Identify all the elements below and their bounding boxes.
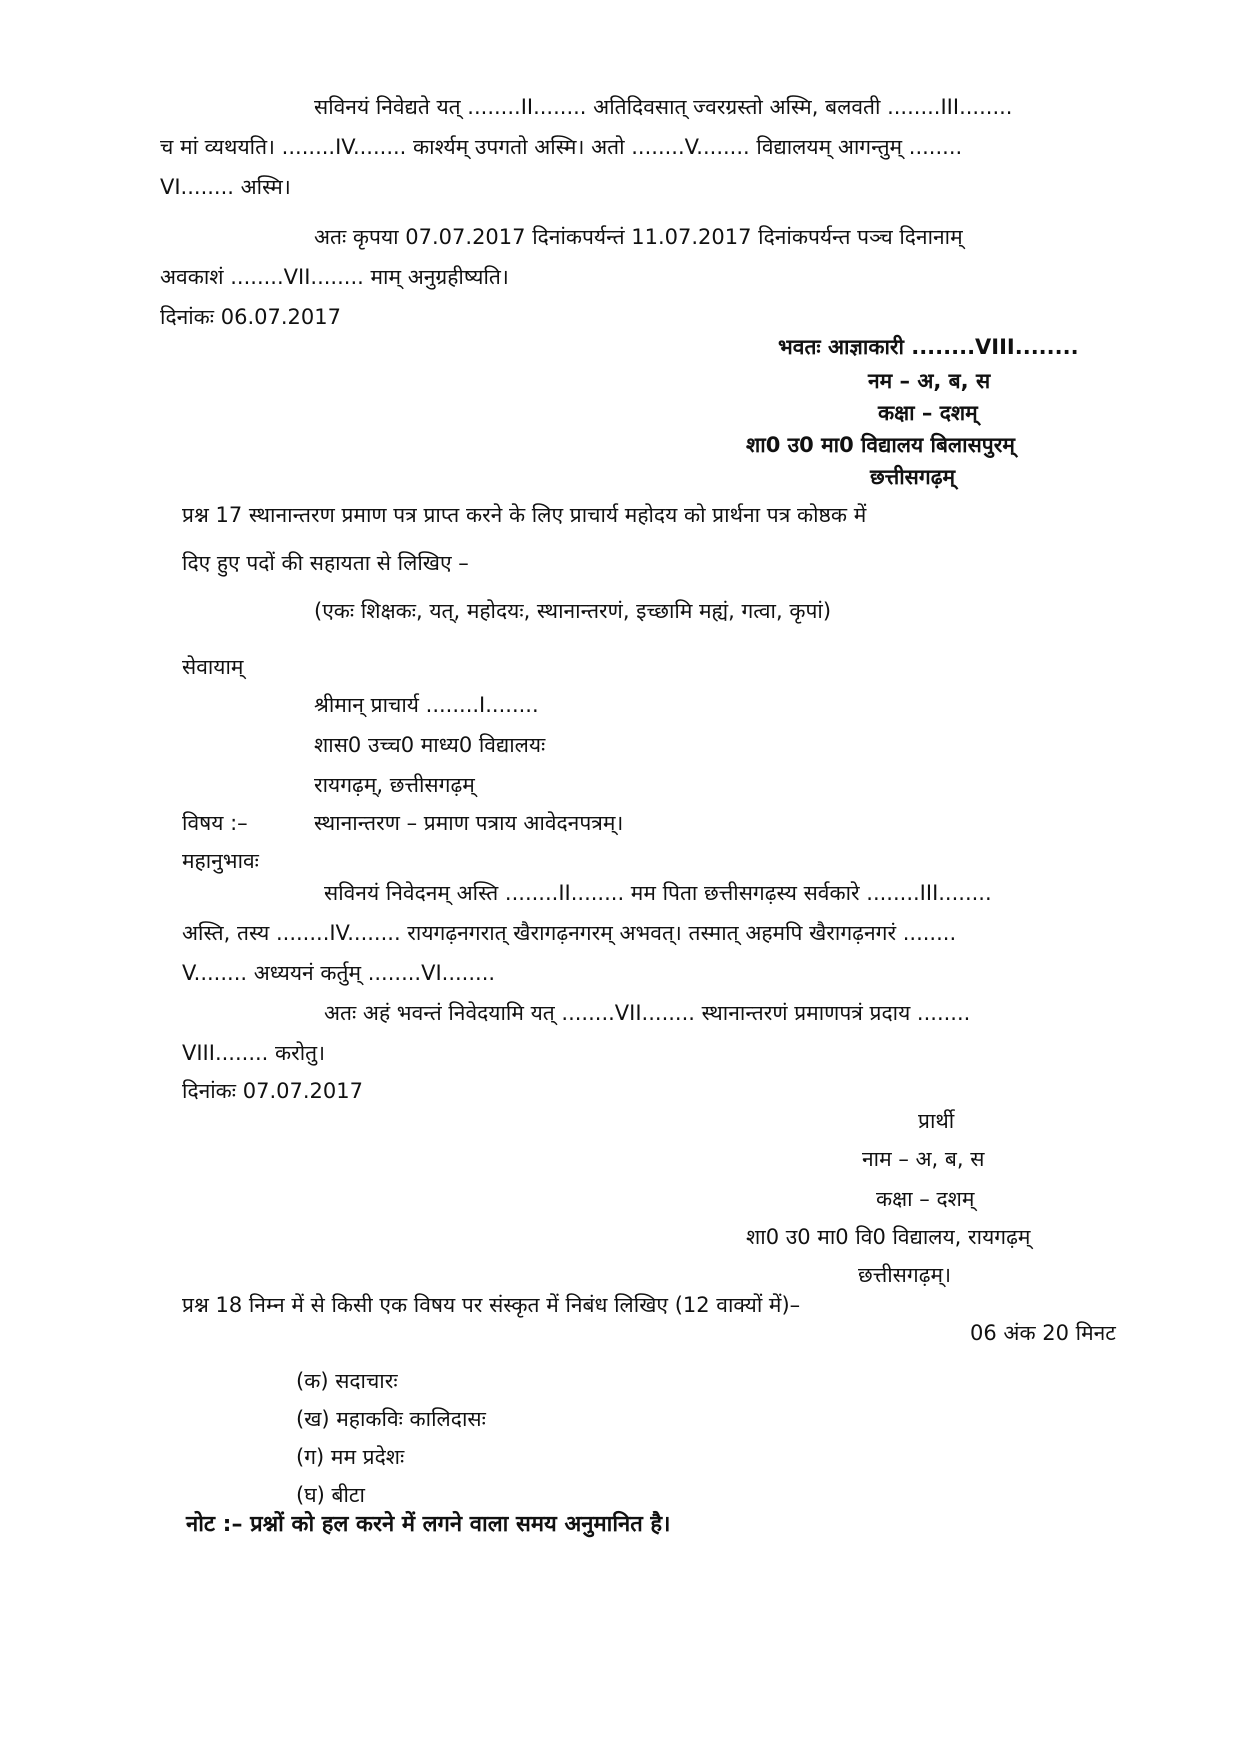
q17-subject-label: विषय :– bbox=[182, 811, 248, 835]
letter1-sign-obedient: भवतः आज्ञाकारी ........VIII........ bbox=[778, 335, 1079, 359]
q18-option-kha: (ख) महाकविः कालिदासः bbox=[296, 1407, 486, 1431]
letter1-sign-name: नम – अ, ब, स bbox=[868, 369, 991, 393]
q17-body-line2: अस्ति, तस्य ........IV........ रायगढ़नगरात् खैरागढ़नगरम् अभवत्। तस्मात् अहमपि खैरागढ़नगरं ........ bbox=[182, 921, 957, 945]
q17-word-list: (एकः शिक्षकः, यत्, महोदयः, स्थानान्तरणं, इच्छामि मह्यं, गत्वा, कृपां) bbox=[314, 599, 832, 623]
letter1-date: दिनांकः 06.07.2017 bbox=[160, 305, 341, 329]
q17-sign-name: नाम – अ, ब, स bbox=[862, 1147, 985, 1171]
letter1-sign-class: कक्षा – दशम् bbox=[878, 401, 978, 425]
q17-body-line3: V........ अध्ययनं कर्तुम् ........VI........ bbox=[182, 961, 496, 985]
letter1-para1-line2: च मां व्यथयति। ........IV........ कार्श्यम् उपगतो अस्मि। अतो ........V........ विद्यालयम् आगन्तुम् ........ bbox=[160, 135, 963, 159]
q17-line1: प्रश्न 17 स्थानान्तरण प्रमाण पत्र प्राप्त करने के लिए प्राचार्य महोदय को प्रार्थना पत्र कोष्ठक में bbox=[182, 503, 867, 527]
q17-sign-applicant: प्रार्थी bbox=[918, 1109, 955, 1133]
q17-sign-class: कक्षा – दशम् bbox=[876, 1187, 975, 1211]
letter1-para1-line1: सविनयं निवेद्यते यत् ........II........ अतिदिवसात् ज्वरग्रस्तो अस्मि, बलवती ........III........ bbox=[314, 95, 1013, 119]
note: नोट :– प्रश्नों को हल करने में लगने वाला समय अनुमानित है। bbox=[186, 1512, 671, 1537]
letter1-para2-line1: अतः कृपया 07.07.2017 दिनांकपर्यन्तं 11.07.2017 दिनांकपर्यन्त पञ्च दिनानाम् bbox=[314, 225, 963, 249]
q17-body-line5: VIII........ करोतु। bbox=[182, 1041, 326, 1065]
q17-date: दिनांकः 07.07.2017 bbox=[182, 1079, 363, 1103]
q17-line2: दिए हुए पदों की सहायता से लिखिए – bbox=[182, 551, 469, 575]
q17-sign-school: शा0 उ0 मा0 वि0 विद्यालय, रायगढ़म् bbox=[746, 1225, 1031, 1249]
q18-marks-time: 06 अंक 20 मिनट bbox=[970, 1321, 1116, 1345]
q17-salutation: सेवायाम् bbox=[182, 655, 244, 679]
q18-option-ka: (क) सदाचारः bbox=[296, 1369, 398, 1393]
q17-sign-state: छत्तीसगढ़म्। bbox=[858, 1263, 952, 1287]
q17-body-line1: सविनयं निवेदनम् अस्ति ........II........ मम पिता छत्तीसगढ़स्य सर्वकारे ........III........ bbox=[324, 881, 992, 905]
q17-body-line4: अतः अहं भवन्तं निवेदयामि यत् ........VII........ स्थानान्तरणं प्रमाणपत्रं प्रदाय ........ bbox=[324, 1001, 971, 1025]
q17-address-term: महानुभावः bbox=[182, 849, 259, 873]
letter1-para2-line2: अवकाशं ........VII........ माम् अनुग्रहीष्यति। bbox=[160, 265, 509, 289]
q17-subject: स्थानान्तरण – प्रमाण पत्राय आवेदनपत्रम्। bbox=[314, 811, 624, 835]
letter1-sign-school: शा0 उ0 मा0 विद्यालय बिलासपुरम् bbox=[746, 433, 1015, 457]
q18-option-gha: (घ) बीटा bbox=[296, 1483, 365, 1507]
q17-address-line1: श्रीमान् प्राचार्य ........I........ bbox=[314, 693, 539, 717]
letter1-para1-line3: VI........ अस्मि। bbox=[160, 175, 291, 199]
q17-address-line3: रायगढ़म्, छत्तीसगढ़म् bbox=[314, 773, 475, 797]
q18-line1: प्रश्न 18 निम्न में से किसी एक विषय पर संस्कृत में निबंध लिखिए (12 वाक्यों में)– bbox=[182, 1293, 801, 1317]
letter1-sign-state: छत्तीसगढ़म् bbox=[870, 465, 956, 489]
q18-option-ga: (ग) मम प्रदेशः bbox=[296, 1445, 405, 1469]
q17-address-line2: शास0 उच्च0 माध्य0 विद्यालयः bbox=[314, 733, 546, 757]
